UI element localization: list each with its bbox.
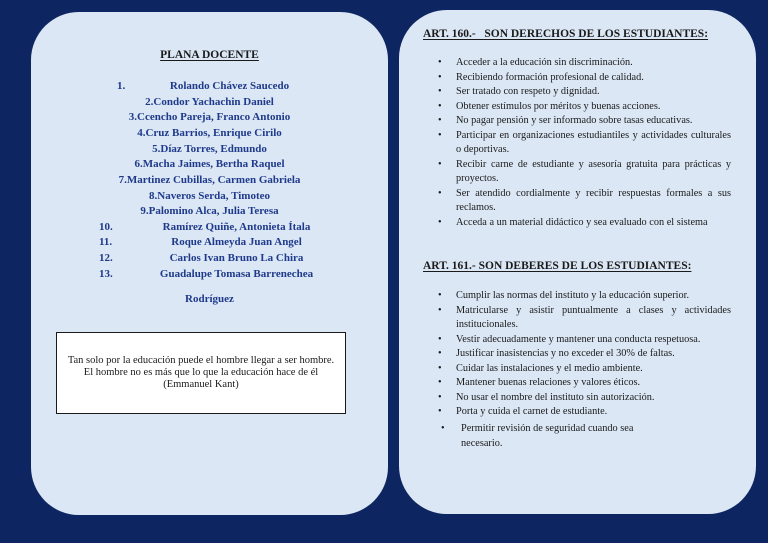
teacher-number: 13. [99,268,113,280]
duties-list [456,289,731,420]
teacher-row [31,252,388,264]
duty-item: • Vestir adecuadamente y mantener una conducta respetuosa. [456,333,731,348]
right-item: • Obtener estímulos por méritos y buenas acciones. [456,100,731,115]
teacher-name: Guadalupe Tomasa Barrenechea [159,268,314,280]
duty-item: • Cumplir las normas del instituto y la educación superior. [456,289,731,304]
teacher-row: 2.Condor Yachachin Daniel [145,96,274,108]
art-160-title: ART. 160.- SON DERECHOS DE LOS ESTUDIANTES: [423,28,709,40]
quote-line-2: El hombre no es más que lo que la educación hace de él [83,367,319,378]
duties-extra-item: Permitir revisión de seguridad cuando sea necesario. [461,423,634,449]
plana-docente-title: PLANA DOCENTE [160,49,259,61]
right-item: • Acceda a un material didáctico y sea evaluado con el sistema [456,216,731,231]
duty-item: • Matricularse y asistir puntualmente a clases y actividades institucionales. [456,304,731,333]
quote-line-3: (Emmanuel Kant) [163,379,239,390]
right-item: • No pagar pensión y ser informado sobre tasas educativas. [456,114,731,129]
teacher-row: 6.Macha Jaimes, Bertha Raquel [134,158,285,170]
teacher-row: 8.Naveros Serda, Timoteo [149,190,270,202]
teacher-row [31,221,388,233]
teacher-name: Roque Almeyda Juan Angel [171,236,302,248]
teacher-number: 10. [99,221,113,233]
duty-item: • Justificar inasistencias y no exceder el 30% de faltas. [456,347,731,362]
right-item: • Ser atendido cordialmente y recibir respuestas formales a sus reclamos. [456,187,731,216]
right-item: • Recibiendo formación profesional de calidad. [456,71,731,86]
teacher-row [31,236,388,248]
duty-item: • Cuidar las instalaciones y el medio ambiente. [456,362,731,377]
teacher-row: 3.Ccencho Pareja, Franco Antonio [128,111,291,123]
right-item: • Participar en organizaciones estudiantiles y actividades culturales o deportivas. [456,129,731,158]
teacher-row: 9.Palomino Alca, Julia Teresa [140,205,279,217]
art-161-title: ART. 161.- SON DEBERES DE LOS ESTUDIANTES: [423,260,692,272]
duty-item: • No usar el nombre del instituto sin autorización. [456,391,731,406]
teacher-number: 11. [99,236,113,248]
duty-item: • Porta y cuida el carnet de estudiante. [456,405,731,420]
teacher-name: Rolando Chávez Saucedo [169,80,290,92]
right-item: • Ser tratado con respeto y dignidad. [456,85,731,100]
quote-line-1: Tan solo por la educación puede el hombre llegar a ser hombre. [67,355,335,366]
duty-item: • Mantener buenas relaciones y valores éticos. [456,376,731,391]
right-panel [399,10,756,514]
duties-extra-bullet: • [441,423,445,434]
right-item: • Acceder a la educación sin discriminación. [456,56,731,71]
teacher-row [31,80,388,92]
teacher-number: 1. [117,80,126,92]
teacher-row: 7.Martinez Cubillas, Carmen Gabriela [118,174,301,186]
teacher-row: 4.Cruz Barrios, Enrique Cirilo [137,127,282,139]
right-item: • Recibir carne de estudiante y asesoría gratuita para prácticas y proyectos. [456,158,731,187]
teacher-number: 12. [99,252,113,264]
teacher-row [31,268,388,280]
left-panel [31,12,388,515]
teacher-name: Ramírez Quiñe, Antonieta Ítala [162,221,311,233]
teacher-name: Carlos Ivan Bruno La Chira [169,252,304,264]
rights-list [456,56,731,230]
kant-quote-box [56,332,346,414]
teacher-row: 5.Díaz Torres, Edmundo [152,143,267,155]
teacher-13-continuation: Rodríguez [185,293,234,305]
